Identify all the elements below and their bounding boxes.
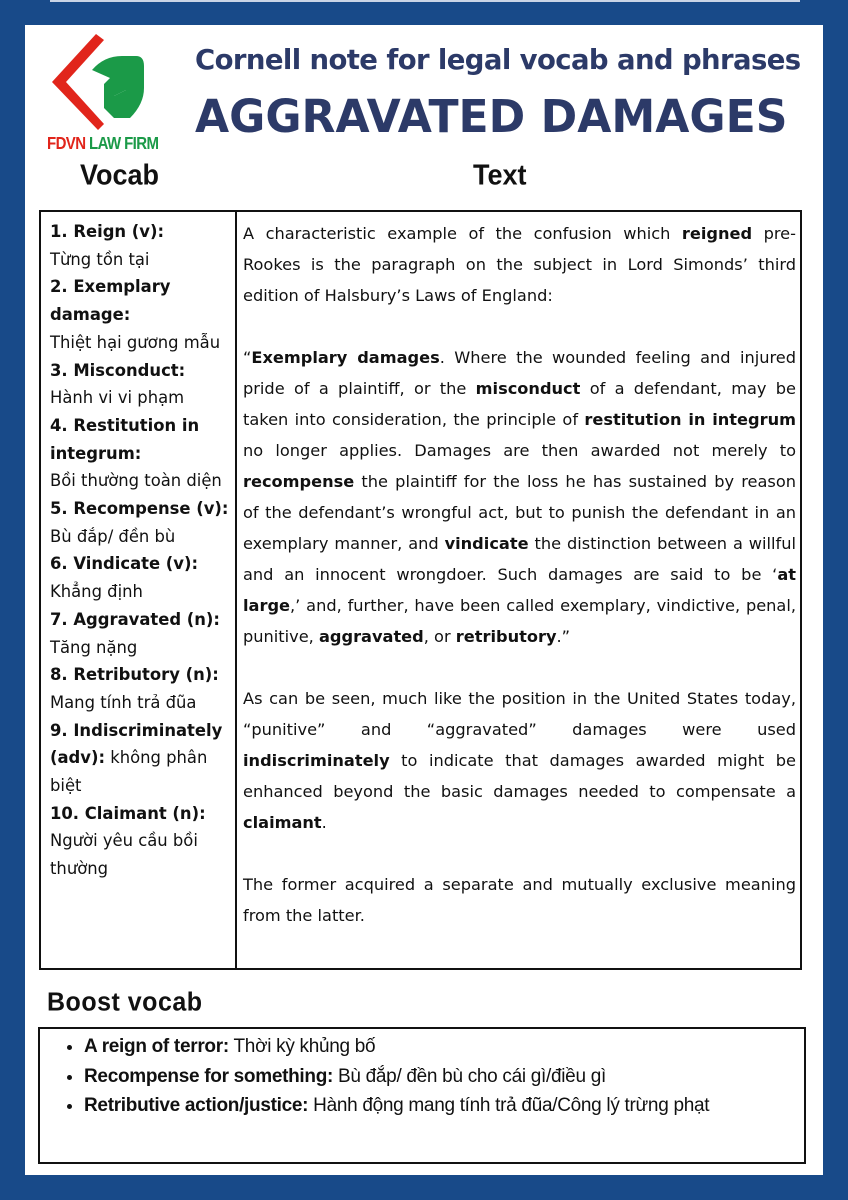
text-segment: The former acquired a separate and mutually exclusive meaning from the latter. — [243, 875, 796, 925]
vocab-term: 6. Vindicate (v): — [50, 554, 199, 574]
highlighted-term: recompense — [243, 472, 355, 491]
vocab-term: 4. Restitution in integrum: — [50, 415, 200, 463]
text-segment: “ — [243, 348, 252, 367]
highlighted-term: Exemplary damages — [251, 348, 440, 367]
highlighted-term: reigned — [681, 224, 753, 243]
vocab-item — [50, 218, 235, 273]
vocab-term: 3. Misconduct: — [50, 360, 186, 380]
logo-wordmark-fdvn: FDVN — [47, 134, 86, 154]
boost-vocab-box — [38, 1027, 806, 1164]
page-subtitle: Cornell note for legal vocab and phrases — [195, 44, 801, 76]
text-segment: of a defendant, may be taken into consideration, the principle of — [243, 379, 796, 429]
boost-meaning: Hành động mang tính trả đũa/Công lý trừng phạt — [308, 1095, 710, 1116]
fdvn-logo — [44, 30, 159, 154]
text-segment: pre-Rookes is the paragraph on the subject in Lord Simonds’ third edition of Halsbury’s Laws of England: — [243, 224, 796, 305]
boost-meaning: Bù đắp/ đền bù cho cái gì/điều gì — [333, 1065, 606, 1087]
vocab-item — [50, 550, 235, 605]
page-title: AGGRAVATED DAMAGES — [195, 90, 788, 143]
highlighted-term: misconduct — [475, 379, 581, 398]
boost-vocab-list — [40, 1032, 794, 1121]
vocab-item — [50, 495, 235, 550]
text-segment: the plaintiff for the loss he has sustained by reason of the defendant’s wrongful act, but to punish the defendant in an exemplary manner, and — [243, 472, 796, 553]
column-divider — [235, 212, 237, 968]
boost-vocab-item — [84, 1062, 794, 1092]
vocab-term: 7. Aggravated (n): — [50, 609, 220, 629]
vocab-item — [50, 800, 235, 883]
boost-vocab-item — [84, 1091, 794, 1121]
vocab-meaning: Từng tồn tại — [50, 249, 150, 269]
boost-term: A reign of terror: — [84, 1036, 229, 1057]
highlighted-term: restitution in integrum — [584, 410, 796, 429]
highlighted-term: indiscriminately — [243, 751, 390, 770]
vocab-meaning: Hành vi vi phạm — [50, 388, 185, 408]
text-paragraph-3 — [243, 683, 796, 838]
text-segment: to indicate that damages awarded might be enhanced beyond the basic damages needed to compensate a — [243, 751, 796, 801]
text-segment: the distinction between a willful and an innocent wrongdoer. Such damages are said to be ‘ — [243, 534, 796, 584]
text-segment: . — [321, 813, 327, 832]
text-paragraph-1 — [243, 218, 796, 311]
vocab-term: 2. Exemplary damage: — [50, 277, 171, 325]
highlighted-term: at large — [243, 565, 796, 615]
text-passage — [243, 218, 796, 962]
vocab-meaning: Thiệt hại gương mẫu — [50, 332, 221, 352]
vocab-term: 8. Retributory (n): — [50, 665, 219, 685]
vocab-term: 1. Reign (v): — [50, 222, 165, 241]
logo-wordmark — [47, 134, 158, 154]
vocab-term: 5. Recompense (v): — [50, 499, 229, 519]
text-segment: A characteristic example of the confusion which — [243, 224, 682, 243]
vocab-item — [50, 357, 235, 412]
boost-vocab-heading: Boost vocab — [47, 987, 203, 1017]
vocab-item — [50, 717, 235, 800]
text-segment: no longer applies. Damages are then awarded not merely to — [243, 441, 796, 460]
logo-wordmark-lawfirm: LAW FIRM — [89, 134, 159, 154]
highlighted-term: claimant — [243, 813, 322, 832]
vocab-column-heading: Vocab — [80, 159, 160, 191]
highlighted-term: retributory — [455, 627, 557, 646]
vocab-list — [50, 218, 235, 883]
boost-term: Retributive action/justice: — [84, 1095, 309, 1116]
text-segment: .” — [556, 627, 571, 646]
vocab-term: 9. Indiscriminately (adv): — [50, 720, 223, 768]
boost-meaning: Thời kỳ khủng bố — [228, 1036, 376, 1057]
text-segment: As can be seen, much like the position in the United States today, “punitive” and “aggravated” damages were used — [243, 689, 796, 739]
vocab-meaning: Tăng nặng — [50, 637, 138, 657]
vocab-meaning: Bồi thường toàn diện — [50, 471, 222, 491]
vocab-meaning: Khẳng định — [50, 582, 143, 602]
fdvn-logo-icon — [44, 30, 154, 135]
highlighted-term: aggravated — [318, 627, 424, 646]
vocab-term: 10. Claimant (n): — [50, 803, 206, 823]
text-segment: , or — [423, 627, 456, 646]
text-segment: ,’ and, further, have been called exemplary, vindictive, penal, punitive, — [243, 596, 796, 646]
vocab-meaning: Mang tính trả đũa — [50, 692, 197, 712]
vocab-meaning: Bù đắp/ đền bù — [50, 526, 176, 546]
vocab-item — [50, 606, 235, 661]
cornell-table — [39, 210, 802, 970]
text-segment: . Where the wounded feeling and injured pride of a plaintiff, or the — [243, 348, 796, 398]
top-strip — [50, 0, 800, 2]
text-paragraph-4 — [243, 869, 796, 931]
vocab-meaning: không phân biệt — [50, 748, 208, 796]
vocab-item — [50, 273, 235, 356]
boost-vocab-item — [84, 1032, 794, 1062]
highlighted-term: vindicate — [444, 534, 529, 553]
vocab-item — [50, 661, 235, 716]
text-paragraph-2 — [243, 342, 796, 652]
text-column-heading: Text — [473, 159, 527, 191]
vocab-meaning: Người yêu cầu bồi thường — [50, 831, 198, 879]
vocab-item — [50, 412, 235, 495]
boost-term: Recompense for something: — [84, 1065, 334, 1087]
